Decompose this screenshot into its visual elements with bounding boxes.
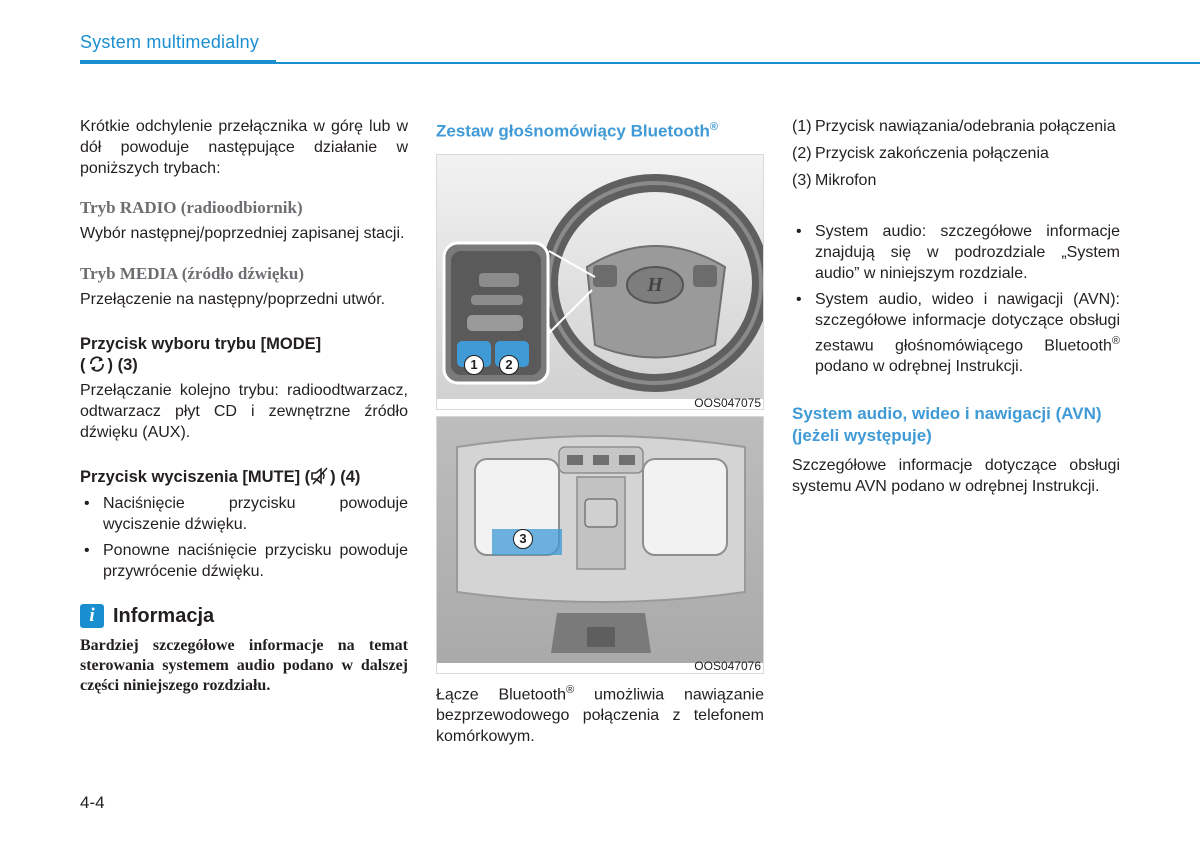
figure-code: OOS047075 (694, 396, 761, 410)
mode-cycle-icon (86, 355, 108, 373)
info-title: Informacja (113, 604, 215, 627)
legend-text: Przycisk nawiązania/odebrania połączenia (815, 118, 1116, 135)
mute-head-after: ) (4) (330, 468, 361, 486)
legend-text: Przycisk zakończenia połączenia (815, 145, 1049, 162)
intro-paragraph: Krótkie odchylenie przełącznika w górę lub w dół powoduje następujące działanie w poniższych trybach: (80, 118, 408, 177)
microphone-figure (436, 416, 764, 674)
info-icon: i (80, 604, 104, 628)
mute-speaker-icon (310, 467, 330, 485)
figure-code: OOS047076 (694, 659, 761, 673)
callout-legend (792, 116, 1120, 191)
column-middle (436, 116, 764, 143)
mute-head-before: Przycisk wyciszenia [MUTE] ( (80, 468, 311, 486)
column-left (80, 116, 408, 696)
radio-mode-text: Wybór następnej/poprzedniej zapisanej stacji. (80, 225, 405, 242)
bluetooth-desc-after: umożliwia nawiązanie bezprzewodowego połączenia z telefonem komórkowym. (436, 686, 765, 746)
bluetooth-heading (436, 116, 764, 143)
registered-mark: ® (1111, 335, 1120, 347)
mode-button-heading-line2 (80, 355, 408, 376)
mode-button-text: Przełączanie kolejno trybu: radioodtwarzacz, odtwarzacz płyt CD i zewnętrzne źródło dźwięku (AUX). (80, 382, 408, 441)
list-item (792, 116, 1120, 137)
mode-head-open: ( (80, 356, 86, 374)
bluetooth-desc-before: Łącze Bluetooth (436, 686, 567, 704)
list-item: • System audio: szczegółowe informacje znajdują się w podrozdziale „System audio” w niniejszym rozdziale. (792, 221, 1120, 284)
svg-text:H: H (647, 274, 663, 296)
callout-2: 2 (499, 355, 519, 375)
list-item: • Ponowne naciśnięcie przycisku powoduje przywrócenie dźwięku. (80, 540, 408, 582)
media-mode-heading: Tryb MEDIA (źródło dźwięku) (80, 264, 304, 283)
list-item: • Naciśnięcie przycisku powoduje wyciszenie dźwięku. (80, 493, 408, 535)
radio-mode-heading: Tryb RADIO (radioodbiornik) (80, 198, 303, 217)
mode-button-heading-line1: Przycisk wyboru trybu [MODE] (80, 335, 322, 353)
mute-bullet-list (80, 493, 408, 582)
mode-button-heading (80, 334, 408, 376)
mute-button-heading (80, 467, 408, 488)
bullet2-before: System audio, wideo i nawigacji (AVN): szczegółowe informacje dotyczące obsługi zestawu głośnomówiącego Bluetooth (815, 291, 1120, 355)
list-item (792, 170, 1120, 191)
avn-text: Szczegółowe informacje dotyczące obsługi systemu AVN podano w odrębnej Instrukcji. (792, 457, 1120, 496)
header-rule-accent (80, 60, 276, 64)
bluetooth-heading-text: Zestaw głośnomówiący Bluetooth (436, 121, 710, 141)
callout-1: 1 (464, 355, 484, 375)
steering-wheel-illustration (437, 155, 764, 410)
list-item (792, 143, 1120, 164)
avn-heading: System audio, wideo i nawigacji (AVN) (jeżeli występuje) (792, 404, 1102, 446)
page-number: 4-4 (80, 793, 105, 812)
notes-bullet-list (792, 221, 1120, 377)
mode-head-close: ) (3) (107, 356, 138, 374)
info-text: Bardziej szczegółowe informacje na temat sterowania systemem audio podano w dalszej części niniejszego rozdziału. (80, 637, 408, 694)
legend-text: Mikrofon (815, 172, 877, 189)
callout-3: 3 (513, 529, 533, 549)
steering-wheel-figure (436, 154, 764, 410)
bullet2-after: podano w odrębnej Instrukcji. (815, 358, 1024, 376)
registered-mark: ® (566, 684, 575, 696)
header-title: System multimedialny (80, 32, 260, 52)
column-right (792, 116, 1120, 497)
legend-number: (3) (792, 172, 812, 189)
info-box-heading (80, 604, 408, 628)
bluetooth-description (436, 680, 764, 747)
overhead-console-illustration (437, 417, 764, 674)
list-item (792, 289, 1120, 377)
legend-number: (2) (792, 145, 812, 162)
registered-mark: ® (709, 121, 719, 133)
legend-number: (1) (792, 118, 812, 135)
media-mode-text: Przełączenie na następny/poprzedni utwór. (80, 291, 386, 308)
